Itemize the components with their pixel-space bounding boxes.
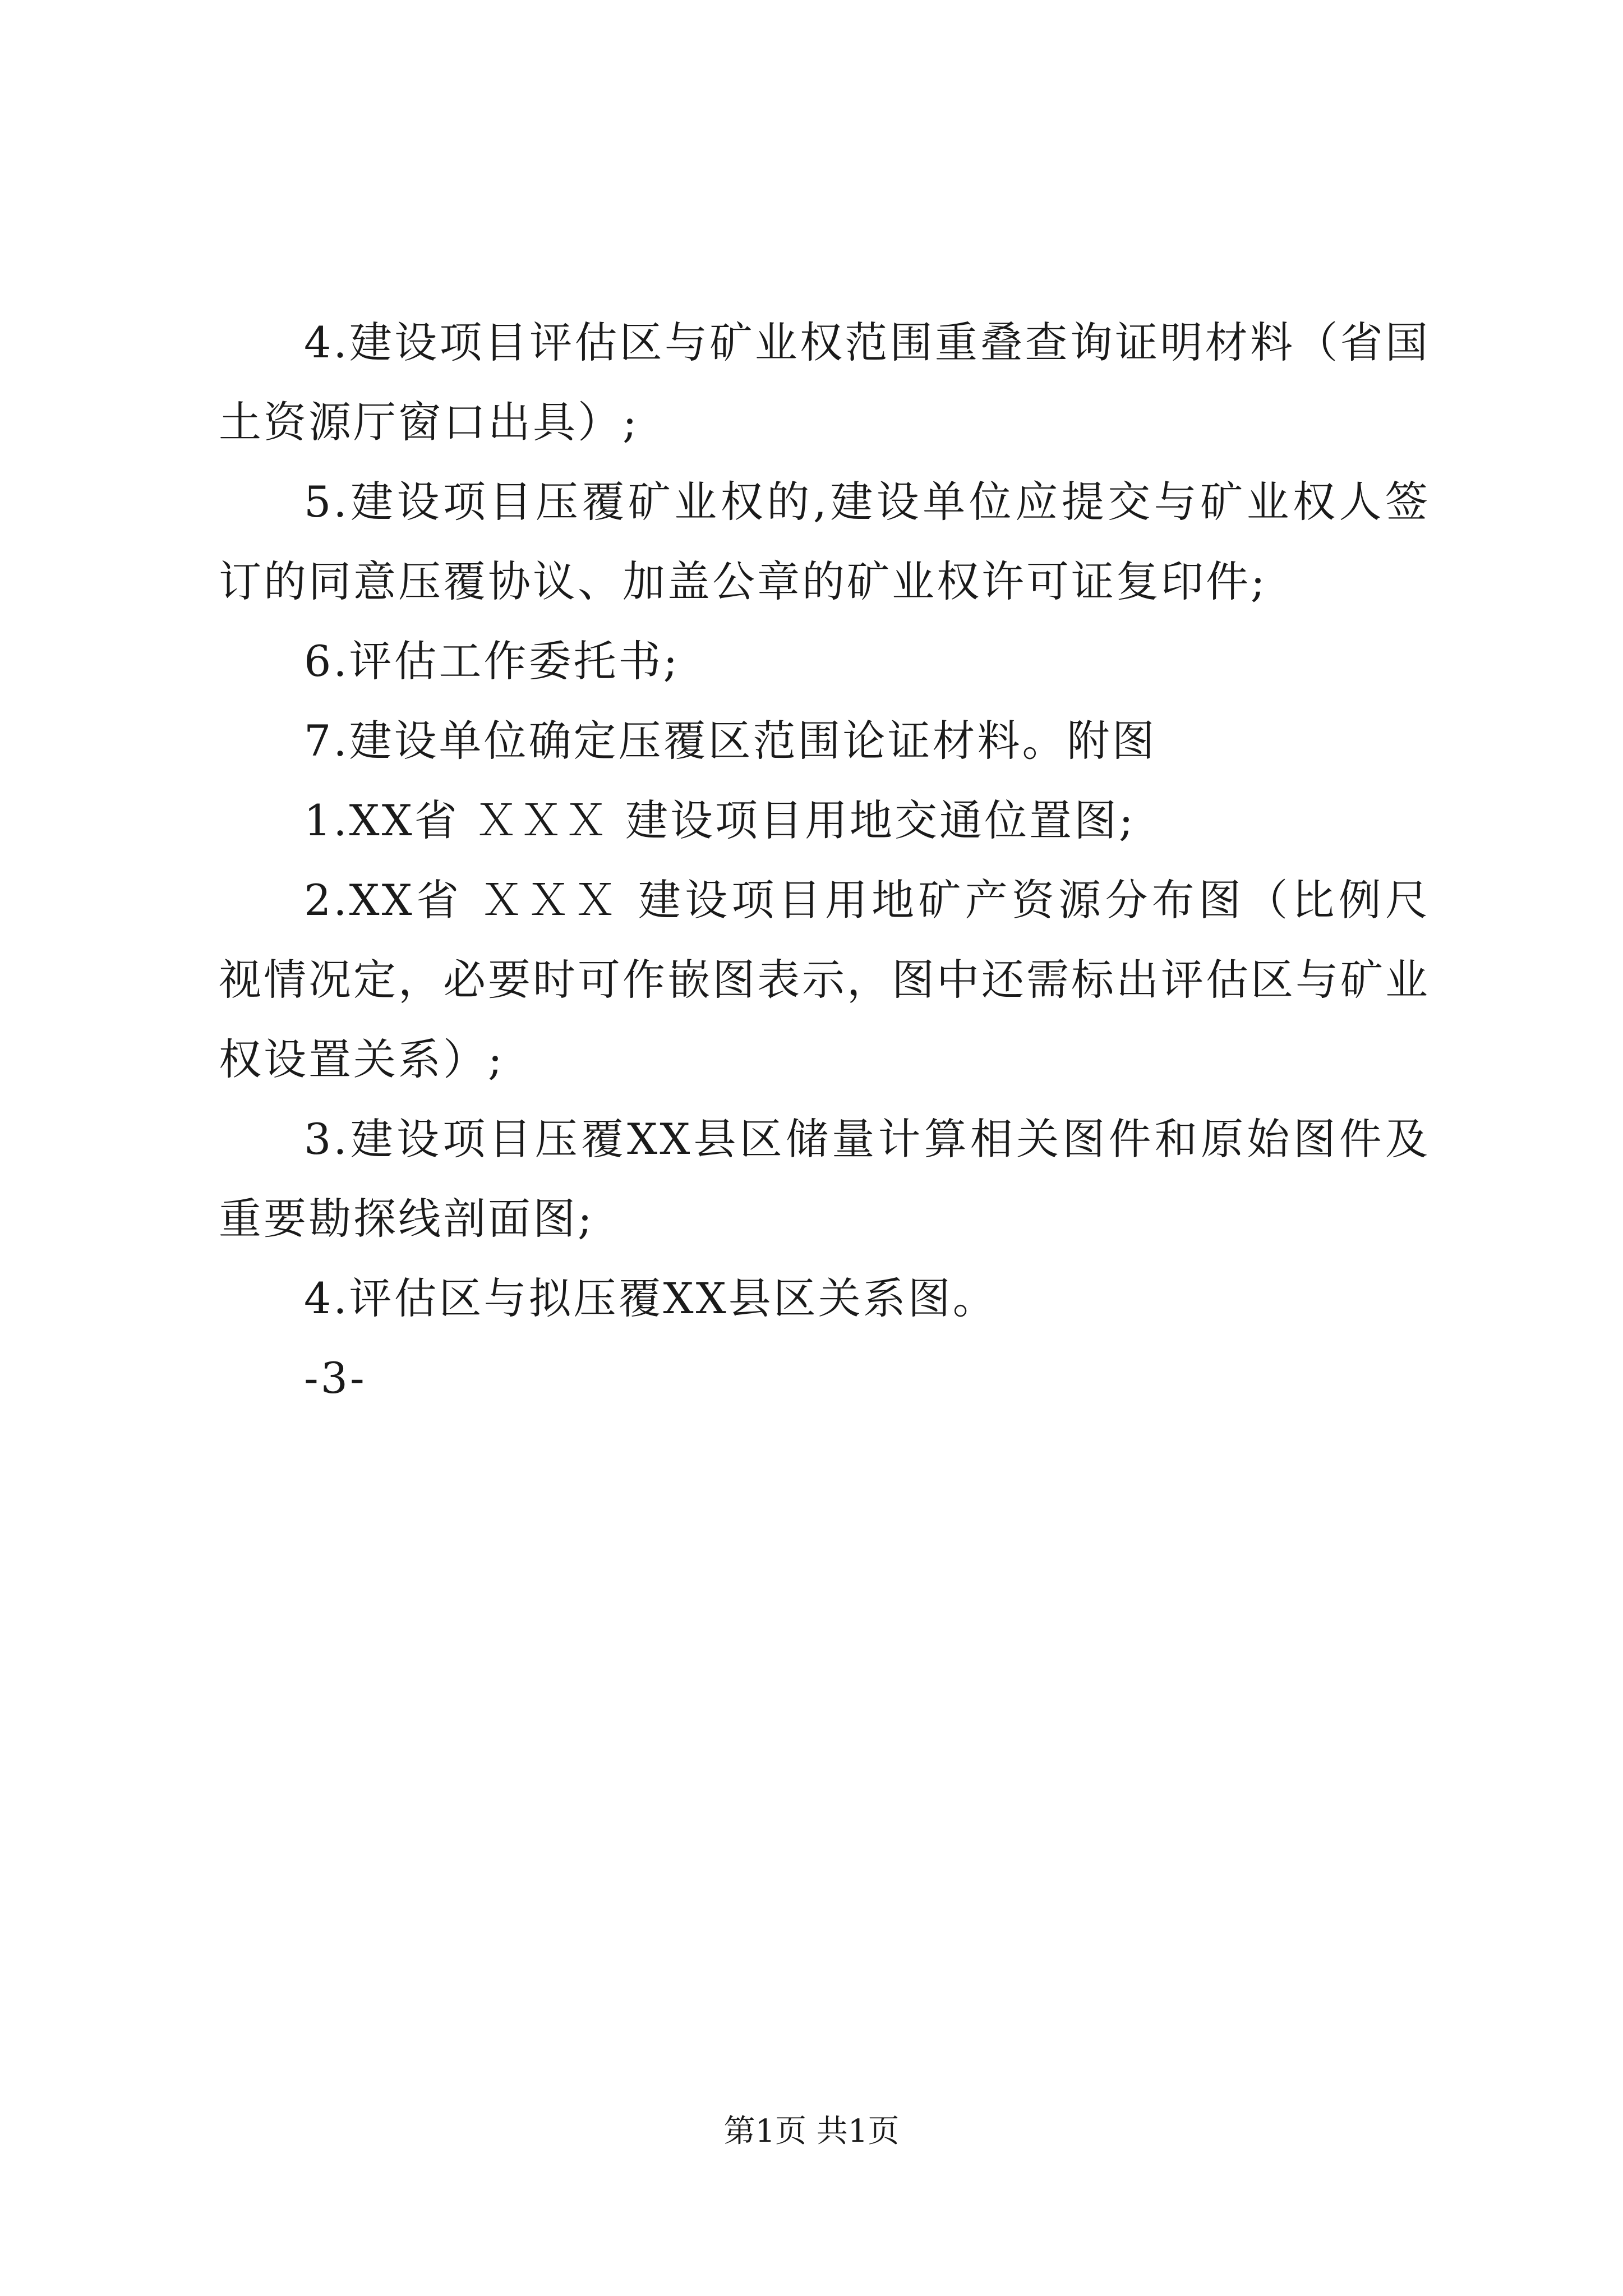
paragraph-item-4-overlap-query: 4.建设项目评估区与矿业权范围重叠查询证明材料（省国土资源厅窗口出具）; bbox=[219, 318, 1430, 447]
page-footer: 第1页 共1页 bbox=[723, 2113, 900, 2150]
paragraph-figure-4-relation-map: 4.评估区与拟压覆XX县区关系图。 bbox=[304, 1273, 998, 1323]
paragraph-item-5-mining-rights: 5.建设项目压覆矿业权的,建设单位应提交与矿业权人签订的同意压覆协议、加盖公章的矿业权许可证复印件; bbox=[219, 477, 1430, 606]
paragraph-figure-2-resource-map: 2.XX省 ＸＸＸ 建设项目用地矿产资源分布图（比例尺视情况定，必要时可作嵌图表示，图中还需标出评估区与矿业权设置关系）; bbox=[219, 875, 1430, 1084]
document-body bbox=[219, 303, 1430, 1418]
paragraph-figure-1-location-map: 1.XX省 ＸＸＸ 建设项目用地交通位置图; bbox=[304, 795, 1136, 845]
paragraph-item-6-entrustment: 6.评估工作委托书; bbox=[304, 636, 680, 686]
page-number-marker: -3- bbox=[304, 1353, 367, 1403]
paragraph-item-7-scope-materials: 7.建设单位确定压覆区范围论证材料。附图 bbox=[304, 716, 1157, 766]
paragraph-figure-3-reserve-drawings: 3.建设项目压覆XX县区储量计算相关图件和原始图件及重要勘探线剖面图; bbox=[219, 1114, 1430, 1244]
